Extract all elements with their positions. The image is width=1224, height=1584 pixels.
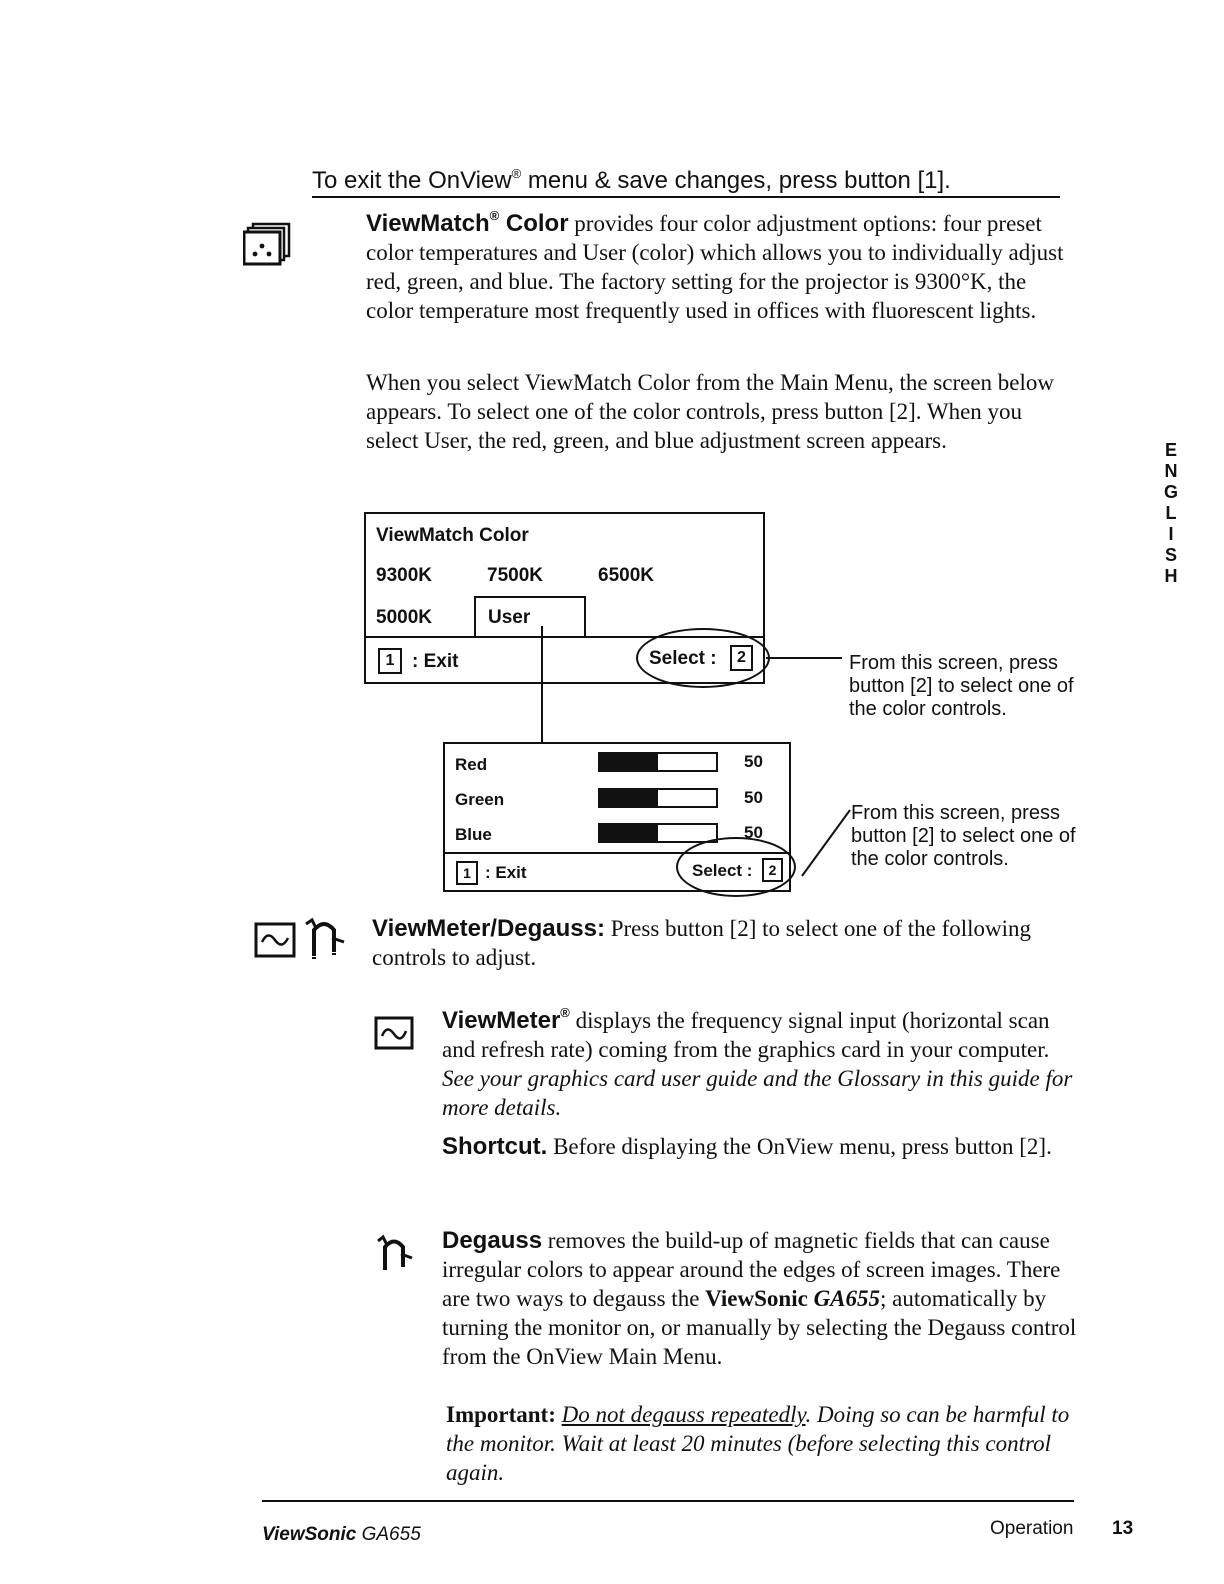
- option-7500k[interactable]: 7500K: [487, 565, 543, 586]
- header-text-pre: To exit the OnView: [312, 167, 512, 194]
- blue-value: 50: [744, 823, 763, 842]
- viewmeter-wave-icon: [254, 922, 296, 958]
- viewmatch-lead-color: Color: [499, 210, 569, 237]
- important-lead: Important:: [446, 1402, 556, 1427]
- select-label: Select :: [692, 861, 753, 880]
- important-note: [446, 1400, 1076, 1487]
- footer-brand-name: ViewSonic: [262, 1524, 357, 1545]
- blue-label: Blue: [455, 825, 492, 844]
- red-level-bar[interactable]: [598, 752, 718, 772]
- footer-rule: [262, 1500, 1074, 1502]
- button-2-key: 2: [730, 645, 753, 671]
- side-tab-letter: E: [1164, 440, 1177, 460]
- blue-level-fill: [600, 825, 658, 841]
- viewmeter-degauss-text: Press button [2] to select one of the following controls to adjust.: [372, 916, 1032, 970]
- side-tab-letter: I: [1168, 524, 1174, 544]
- option-9300k[interactable]: 9300K: [376, 565, 432, 586]
- header-text-post: menu & save changes, press button [1].: [521, 167, 951, 194]
- viewmatch-text: provides four color adjustment options: four preset color temperatures and User (color) which allows you to individually adjust red, green, and blue. The factory setting for the projector is 9300°K, the color temperature most frequently used in offices with fluorescent lights.: [366, 211, 1064, 323]
- green-label: Green: [455, 790, 505, 809]
- red-label: Red: [455, 755, 488, 774]
- callout-rgb-screen: From this screen, press button [2] to select one of the color controls.: [851, 802, 1076, 870]
- shortcut-text: Before displaying the OnView menu, press button [2].: [547, 1134, 1052, 1159]
- blue-level-bar[interactable]: [598, 823, 718, 843]
- viewmeter-reference: See your graphics card user guide and the Glossary in this guide for more details.: [442, 1066, 1073, 1120]
- degauss-text: removes the build-up of magnetic fields that can cause irregular colors to appear around the edges of screen images. There are two ways to degauss the: [442, 1228, 1061, 1311]
- select-highlight-ellipse: [676, 837, 796, 897]
- registered-mark: ®: [560, 1005, 570, 1020]
- degauss-lead: Degauss: [442, 1227, 543, 1254]
- viewmeter-description: [442, 1006, 1082, 1122]
- shortcut-note: [442, 1132, 1062, 1161]
- viewmatch-color-icon: [243, 222, 293, 266]
- red-value: 50: [744, 752, 763, 771]
- menu-connector-line: [541, 626, 543, 744]
- viewmatch-description: [366, 209, 1066, 325]
- registered-mark: ®: [489, 208, 500, 223]
- registered-mark: ®: [511, 166, 522, 181]
- button-2-key: 2: [762, 858, 783, 882]
- important-warning: Do not degauss repeatedly: [561, 1402, 806, 1427]
- viewmeter-degauss-intro: [372, 914, 1032, 972]
- footer-section: Operation: [990, 1518, 1074, 1539]
- page-number: 13: [1112, 1518, 1134, 1539]
- option-6500k[interactable]: 6500K: [598, 565, 654, 586]
- viewmeter-text: displays the frequency signal input (horizontal scan and refresh rate) coming from the graphics card in your computer.: [442, 1008, 1050, 1062]
- degauss-description: [442, 1226, 1082, 1371]
- button-1-key: 1: [456, 861, 478, 885]
- brand-name: ViewSonic: [705, 1286, 808, 1311]
- degauss-text-2: ; automatically by turning the monitor on, or manually by selecting the Degauss control from the OnView Main Menu.: [442, 1286, 1077, 1369]
- side-tab-letter: H: [1164, 566, 1178, 586]
- menu-title: ViewMatch Color: [376, 525, 529, 546]
- important-text: . Doing so can be harmful to the monitor. Wait at least 20 minutes (before selecting this control again.: [446, 1402, 1070, 1485]
- degauss-magnet-icon: [376, 1234, 416, 1276]
- side-tab-letter: G: [1163, 482, 1178, 502]
- viewmeter-wave-icon: [374, 1016, 414, 1050]
- footer-model: GA655: [361, 1524, 421, 1545]
- option-5000k[interactable]: 5000K: [376, 607, 432, 628]
- exit-label: : Exit: [412, 651, 459, 672]
- button-1-key: 1: [378, 648, 402, 674]
- green-level-fill: [600, 790, 658, 806]
- viewmeter-lead: ViewMeter: [442, 1007, 561, 1034]
- viewmatch-lead: ViewMatch: [366, 210, 490, 237]
- side-tab-letter: S: [1164, 545, 1177, 565]
- select-label: Select :: [649, 648, 717, 669]
- green-level-bar[interactable]: [598, 788, 718, 808]
- side-tab-letter: L: [1165, 503, 1177, 523]
- shortcut-lead: Shortcut.: [442, 1133, 548, 1160]
- viewmatch-instructions: When you select ViewMatch Color from the Main Menu, the screen below appears. To select one of the color controls, press button [2]. When you select User, the red, green, and blue adjustment screen appears.: [366, 370, 1055, 453]
- header-rule: [312, 196, 1060, 198]
- model-name: GA655: [813, 1286, 881, 1311]
- viewmeter-degauss-lead: ViewMeter/Degauss:: [372, 915, 605, 942]
- language-side-tab: [1160, 440, 1182, 587]
- red-level-fill: [600, 754, 658, 770]
- exit-label: : Exit: [485, 863, 527, 882]
- green-value: 50: [744, 788, 763, 807]
- callout-leader-line: [766, 657, 842, 659]
- select-highlight-ellipse: [636, 628, 770, 688]
- side-tab-letter: N: [1164, 461, 1178, 481]
- header-instruction: [312, 167, 951, 195]
- footer-brand: [262, 1524, 421, 1546]
- option-user[interactable]: User: [488, 607, 531, 628]
- callout-menu-screen: From this screen, press button [2] to select one of the color controls.: [849, 652, 1074, 720]
- degauss-magnet-icon: [304, 916, 348, 962]
